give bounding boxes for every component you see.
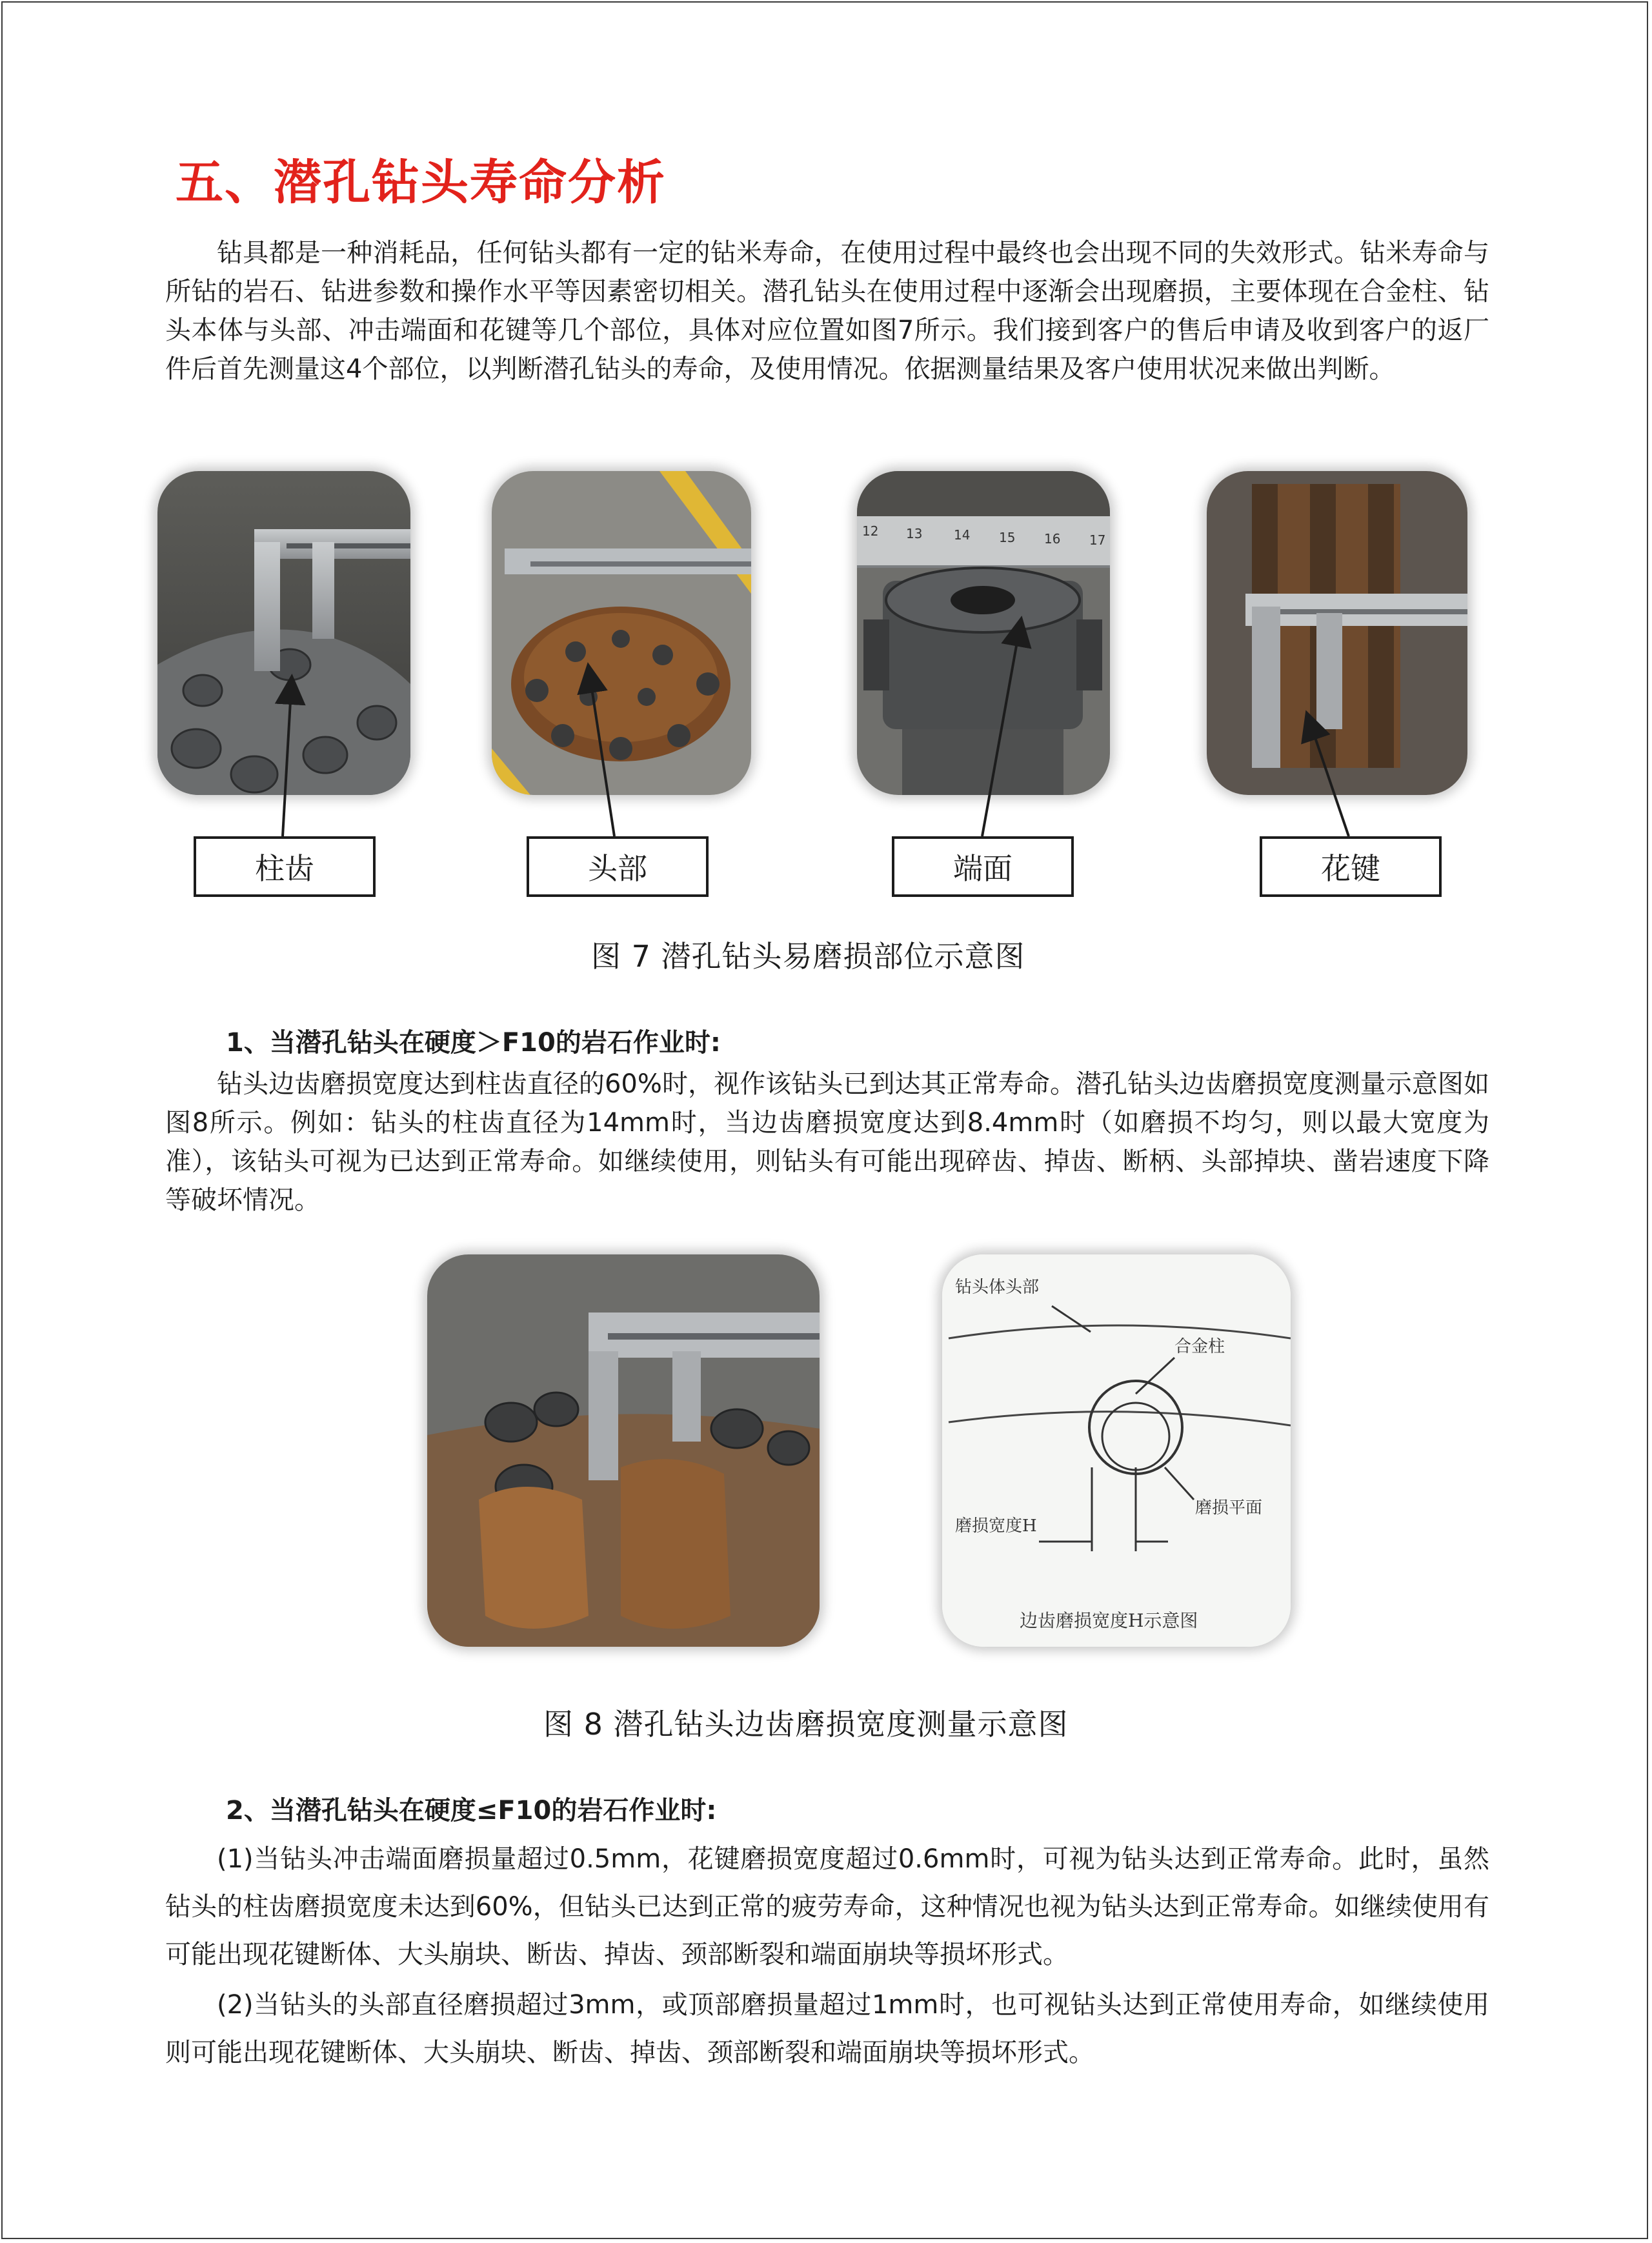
photo-end-face [857, 471, 1110, 795]
section2-paragraph-1: (1)当钻头冲击端面磨损量超过0.5mm，花键磨损宽度超过0.6mm时，可视为钻头达到正常寿命。此时，虽然钻头的柱齿磨损宽度未达到60%，但钻头已达到正常的疲劳寿命，这种情况也视为钻头达到正常寿命。如继续使用有可能出现花键断体、大头崩块、断齿、掉齿、颈部断裂和端面崩块等损坏形式。 [165, 1844, 1489, 1969]
photo-bit-head [492, 471, 751, 795]
svg-text:15: 15 [999, 530, 1016, 545]
label-button-teeth: 柱齿 [194, 836, 376, 897]
label-end-face: 端面 [892, 836, 1074, 897]
svg-text:17: 17 [1089, 532, 1106, 548]
section2-heading: 2、当潜孔钻头在硬度≤F10的岩石作业时: [226, 1796, 717, 1826]
label-spline: 花键 [1260, 836, 1442, 897]
label-head: 头部 [527, 836, 709, 897]
diagram-label-head: 钻头体头部 [955, 1278, 1040, 1297]
svg-text:12: 12 [862, 523, 879, 539]
section2-paragraph-2: (2)当钻头的头部直径磨损超过3mm，或顶部磨损量超过1mm时，也可视钻头达到正常使用寿命，如继续使用则可能出现花键断体、大头崩块、断齿、掉齿、颈部断裂和端面崩块等损坏形式。 [165, 1990, 1489, 2067]
figure7-caption: 图 7 潜孔钻头易磨损部位示意图 [591, 939, 1025, 974]
diagram-label-wear-width: 磨损宽度H [955, 1516, 1037, 1536]
diagram-label-alloy: 合金柱 [1174, 1337, 1225, 1356]
section1-heading: 1、当潜孔钻头在硬度＞F10的岩石作业时: [226, 1028, 721, 1058]
intro-paragraph: 钻具都是一种消耗品，任何钻头都有一定的钻米寿命，在使用过程中最终也会出现不同的失效形式。钻米寿命与所钻的岩石、钻进参数和操作水平等因素密切相关。潜孔钻头在使用过程中逐渐会出现磨损，主要体现在合金柱、钻头本体与头部、冲击端面和花键等几个部位，具体对应位置如图7所示。我们接到客户的售后申请及收到客户的返厂件后首先测量这4个部位，以判断潜孔钻头的寿命，及使用情况。依据测量结果及客户使用状况来做出判断。 [165, 238, 1489, 384]
diagram-label-wear-plane: 磨损平面 [1195, 1498, 1263, 1518]
photo-spline [1207, 471, 1467, 795]
photo-button-teeth [157, 471, 410, 795]
page-title: 五、潜孔钻头寿命分析 [176, 155, 666, 210]
svg-text:13: 13 [906, 526, 923, 541]
diagram-caption: 边齿磨损宽度H示意图 [1020, 1610, 1198, 1631]
figure8-caption: 图 8 潜孔钻头边齿磨损宽度测量示意图 [543, 1707, 1069, 1742]
photo-wear-measure [427, 1254, 820, 1647]
svg-text:16: 16 [1044, 531, 1061, 547]
svg-text:14: 14 [954, 527, 971, 543]
wear-width-diagram [942, 1254, 1291, 1647]
section1-body: 钻头边齿磨损宽度达到柱齿直径的60%时，视作该钻头已到达其正常寿命。潜孔钻头边齿磨损宽度测量示意图如图8所示。例如：钻头的柱齿直径为14mm时，当边齿磨损宽度达到8.4mm时（如磨损不均匀，则以最大宽度为准），该钻头可视为已达到正常寿命。如继续使用，则钻头有可能出现碎齿、掉齿、断柄、头部掉块、凿岩速度下降等破坏情况。 [165, 1069, 1489, 1215]
